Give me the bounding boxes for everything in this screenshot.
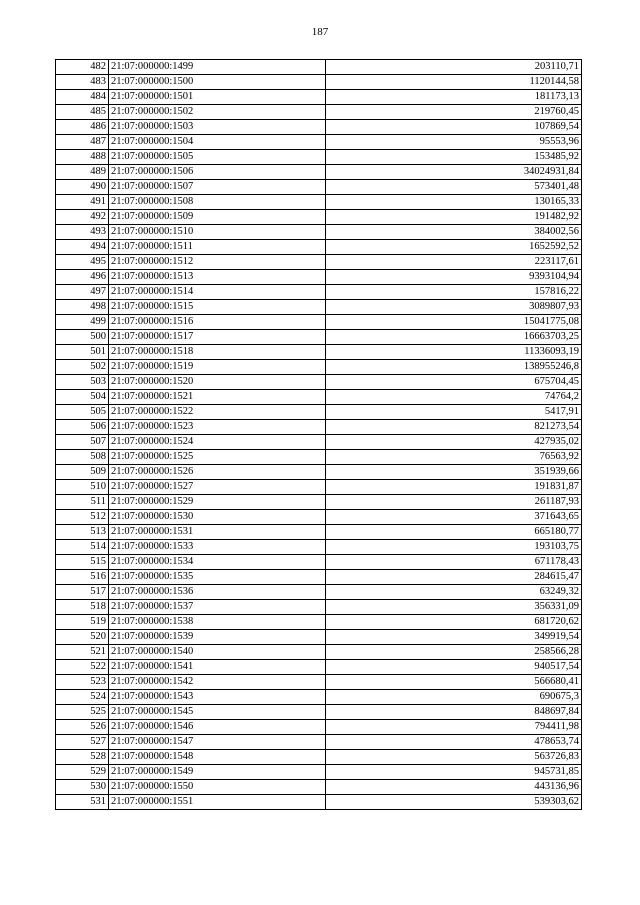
row-number-cell: 526 — [56, 720, 109, 735]
table-row — [56, 105, 582, 120]
cadastral-value-cell: 566680,41 — [326, 675, 582, 690]
row-number-cell: 515 — [56, 555, 109, 570]
row-number-cell: 486 — [56, 120, 109, 135]
cadastral-value-cell: 945731,85 — [326, 765, 582, 780]
row-number-cell: 495 — [56, 255, 109, 270]
cadastral-value-cell: 9393104,94 — [326, 270, 582, 285]
cadastral-number-cell: 21:07:000000:1513 — [109, 270, 326, 285]
cadastral-number-cell: 21:07:000000:1538 — [109, 615, 326, 630]
row-number-cell: 483 — [56, 75, 109, 90]
table-row — [56, 630, 582, 645]
cadastral-number-cell: 21:07:000000:1501 — [109, 90, 326, 105]
row-number-cell: 484 — [56, 90, 109, 105]
cadastral-value-cell: 157816,22 — [326, 285, 582, 300]
row-number-cell: 507 — [56, 435, 109, 450]
table-row — [56, 405, 582, 420]
row-number-cell: 482 — [56, 60, 109, 75]
row-number-cell: 523 — [56, 675, 109, 690]
table-row — [56, 780, 582, 795]
row-number-cell: 516 — [56, 570, 109, 585]
cadastral-value-cell: 191831,87 — [326, 480, 582, 495]
cadastral-value-cell: 223117,61 — [326, 255, 582, 270]
row-number-cell: 503 — [56, 375, 109, 390]
cadastral-number-cell: 21:07:000000:1510 — [109, 225, 326, 240]
table-row — [56, 360, 582, 375]
cadastral-number-cell: 21:07:000000:1545 — [109, 705, 326, 720]
row-number-cell: 494 — [56, 240, 109, 255]
table-row — [56, 435, 582, 450]
cadastral-number-cell: 21:07:000000:1537 — [109, 600, 326, 615]
row-number-cell: 506 — [56, 420, 109, 435]
cadastral-value-cell: 181173,13 — [326, 90, 582, 105]
cadastral-number-cell: 21:07:000000:1517 — [109, 330, 326, 345]
cadastral-number-cell: 21:07:000000:1525 — [109, 450, 326, 465]
cadastral-number-cell: 21:07:000000:1547 — [109, 735, 326, 750]
row-number-cell: 529 — [56, 765, 109, 780]
table-row — [56, 585, 582, 600]
cadastral-value-cell: 478653,74 — [326, 735, 582, 750]
cadastral-number-cell: 21:07:000000:1524 — [109, 435, 326, 450]
table-row — [56, 450, 582, 465]
cadastral-number-cell: 21:07:000000:1523 — [109, 420, 326, 435]
cadastral-number-cell: 21:07:000000:1543 — [109, 690, 326, 705]
cadastral-number-cell: 21:07:000000:1500 — [109, 75, 326, 90]
table-body — [56, 60, 582, 810]
row-number-cell: 512 — [56, 510, 109, 525]
cadastral-value-cell: 356331,09 — [326, 600, 582, 615]
cadastral-value-cell: 351939,66 — [326, 465, 582, 480]
table-row — [56, 375, 582, 390]
cadastral-value-cell: 76563,92 — [326, 450, 582, 465]
table-row — [56, 510, 582, 525]
table-row — [56, 420, 582, 435]
cadastral-value-cell: 665180,77 — [326, 525, 582, 540]
table-row — [56, 750, 582, 765]
cadastral-value-cell: 681720,62 — [326, 615, 582, 630]
cadastral-value-cell: 539303,62 — [326, 795, 582, 810]
row-number-cell: 492 — [56, 210, 109, 225]
cadastral-value-cell: 153485,92 — [326, 150, 582, 165]
cadastral-number-cell: 21:07:000000:1521 — [109, 390, 326, 405]
table-row — [56, 390, 582, 405]
row-number-cell: 528 — [56, 750, 109, 765]
table-row — [56, 690, 582, 705]
cadastral-number-cell: 21:07:000000:1516 — [109, 315, 326, 330]
table-row — [56, 615, 582, 630]
cadastral-number-cell: 21:07:000000:1529 — [109, 495, 326, 510]
cadastral-number-cell: 21:07:000000:1536 — [109, 585, 326, 600]
cadastral-value-cell: 671178,43 — [326, 555, 582, 570]
table-row — [56, 540, 582, 555]
table-row — [56, 645, 582, 660]
cadastral-value-cell: 15041775,08 — [326, 315, 582, 330]
cadastral-number-cell: 21:07:000000:1505 — [109, 150, 326, 165]
cadastral-number-cell: 21:07:000000:1522 — [109, 405, 326, 420]
row-number-cell: 489 — [56, 165, 109, 180]
cadastral-number-cell: 21:07:000000:1502 — [109, 105, 326, 120]
cadastral-value-cell: 5417,91 — [326, 405, 582, 420]
cadastral-value-cell: 848697,84 — [326, 705, 582, 720]
table-row — [56, 285, 582, 300]
table-row — [56, 60, 582, 75]
table-row — [56, 345, 582, 360]
row-number-cell: 514 — [56, 540, 109, 555]
row-number-cell: 519 — [56, 615, 109, 630]
row-number-cell: 520 — [56, 630, 109, 645]
cadastral-value-cell: 130165,33 — [326, 195, 582, 210]
cadastral-number-cell: 21:07:000000:1520 — [109, 375, 326, 390]
cadastral-value-cell: 427935,02 — [326, 435, 582, 450]
row-number-cell: 530 — [56, 780, 109, 795]
cadastral-value-cell: 193103,75 — [326, 540, 582, 555]
cadastral-number-cell: 21:07:000000:1518 — [109, 345, 326, 360]
row-number-cell: 510 — [56, 480, 109, 495]
cadastral-number-cell: 21:07:000000:1512 — [109, 255, 326, 270]
cadastral-value-cell: 349919,54 — [326, 630, 582, 645]
row-number-cell: 521 — [56, 645, 109, 660]
row-number-cell: 497 — [56, 285, 109, 300]
page-number: 187 — [311, 26, 329, 38]
cadastral-value-cell: 219760,45 — [326, 105, 582, 120]
cadastral-number-cell: 21:07:000000:1531 — [109, 525, 326, 540]
cadastral-value-cell: 34024931,84 — [326, 165, 582, 180]
row-number-cell: 504 — [56, 390, 109, 405]
table-row — [56, 600, 582, 615]
cadastral-value-cell: 3089807,93 — [326, 300, 582, 315]
cadastral-value-cell: 371643,65 — [326, 510, 582, 525]
row-number-cell: 517 — [56, 585, 109, 600]
cadastral-number-cell: 21:07:000000:1503 — [109, 120, 326, 135]
table-row — [56, 660, 582, 675]
cadastral-value-cell: 11336093,19 — [326, 345, 582, 360]
table-row — [56, 555, 582, 570]
cadastral-number-cell: 21:07:000000:1540 — [109, 645, 326, 660]
row-number-cell: 527 — [56, 735, 109, 750]
cadastral-number-cell: 21:07:000000:1541 — [109, 660, 326, 675]
cadastral-number-cell: 21:07:000000:1527 — [109, 480, 326, 495]
cadastral-value-cell: 258566,28 — [326, 645, 582, 660]
table-row — [56, 225, 582, 240]
cadastral-number-cell: 21:07:000000:1526 — [109, 465, 326, 480]
row-number-cell: 500 — [56, 330, 109, 345]
cadastral-number-cell: 21:07:000000:1519 — [109, 360, 326, 375]
table-row — [56, 75, 582, 90]
row-number-cell: 511 — [56, 495, 109, 510]
cadastral-value-cell: 63249,32 — [326, 585, 582, 600]
table-row — [56, 735, 582, 750]
cadastral-number-cell: 21:07:000000:1530 — [109, 510, 326, 525]
cadastral-value-cell: 794411,98 — [326, 720, 582, 735]
cadastral-value-cell: 675704,45 — [326, 375, 582, 390]
row-number-cell: 501 — [56, 345, 109, 360]
table-row — [56, 165, 582, 180]
table-row — [56, 240, 582, 255]
table-row — [56, 330, 582, 345]
cadastral-value-cell: 95553,96 — [326, 135, 582, 150]
cadastral-value-cell: 74764,2 — [326, 390, 582, 405]
row-number-cell: 491 — [56, 195, 109, 210]
row-number-cell: 524 — [56, 690, 109, 705]
table-row — [56, 705, 582, 720]
cadastral-number-cell: 21:07:000000:1514 — [109, 285, 326, 300]
table-row — [56, 465, 582, 480]
table-row — [56, 570, 582, 585]
cadastral-value-cell: 191482,92 — [326, 210, 582, 225]
table-row — [56, 300, 582, 315]
cadastral-number-cell: 21:07:000000:1533 — [109, 540, 326, 555]
table-row — [56, 90, 582, 105]
cadastral-value-cell: 284615,47 — [326, 570, 582, 585]
cadastral-value-cell: 573401,48 — [326, 180, 582, 195]
cadastral-value-cell: 107869,54 — [326, 120, 582, 135]
row-number-cell: 498 — [56, 300, 109, 315]
cadastral-number-cell: 21:07:000000:1535 — [109, 570, 326, 585]
cadastral-value-cell: 384002,56 — [326, 225, 582, 240]
table-row — [56, 180, 582, 195]
table-row — [56, 795, 582, 810]
cadastral-number-cell: 21:07:000000:1511 — [109, 240, 326, 255]
cadastral-number-cell: 21:07:000000:1546 — [109, 720, 326, 735]
table-row — [56, 480, 582, 495]
row-number-cell: 493 — [56, 225, 109, 240]
cadastral-number-cell: 21:07:000000:1515 — [109, 300, 326, 315]
table-row — [56, 315, 582, 330]
cadastral-value-cell: 261187,93 — [326, 495, 582, 510]
cadastral-number-cell: 21:07:000000:1507 — [109, 180, 326, 195]
cadastral-number-cell: 21:07:000000:1509 — [109, 210, 326, 225]
table-row — [56, 675, 582, 690]
row-number-cell: 502 — [56, 360, 109, 375]
row-number-cell: 505 — [56, 405, 109, 420]
row-number-cell: 509 — [56, 465, 109, 480]
table-row — [56, 720, 582, 735]
table-row — [56, 120, 582, 135]
cadastral-value-cell: 138955246,8 — [326, 360, 582, 375]
row-number-cell: 508 — [56, 450, 109, 465]
cadastral-value-table — [55, 59, 582, 810]
row-number-cell: 518 — [56, 600, 109, 615]
table-row — [56, 270, 582, 285]
cadastral-value-cell: 940517,54 — [326, 660, 582, 675]
cadastral-value-cell: 16663703,25 — [326, 330, 582, 345]
cadastral-number-cell: 21:07:000000:1549 — [109, 765, 326, 780]
row-number-cell: 522 — [56, 660, 109, 675]
cadastral-number-cell: 21:07:000000:1551 — [109, 795, 326, 810]
cadastral-number-cell: 21:07:000000:1539 — [109, 630, 326, 645]
cadastral-value-cell: 690675,3 — [326, 690, 582, 705]
row-number-cell: 487 — [56, 135, 109, 150]
cadastral-value-cell: 203110,71 — [326, 60, 582, 75]
cadastral-number-cell: 21:07:000000:1506 — [109, 165, 326, 180]
cadastral-value-cell: 821273,54 — [326, 420, 582, 435]
table-row — [56, 135, 582, 150]
cadastral-value-cell: 1652592,52 — [326, 240, 582, 255]
table-row — [56, 765, 582, 780]
cadastral-number-cell: 21:07:000000:1504 — [109, 135, 326, 150]
row-number-cell: 496 — [56, 270, 109, 285]
cadastral-number-cell: 21:07:000000:1534 — [109, 555, 326, 570]
row-number-cell: 525 — [56, 705, 109, 720]
table-row — [56, 210, 582, 225]
row-number-cell: 499 — [56, 315, 109, 330]
cadastral-number-cell: 21:07:000000:1548 — [109, 750, 326, 765]
cadastral-number-cell: 21:07:000000:1542 — [109, 675, 326, 690]
table-row — [56, 495, 582, 510]
cadastral-value-cell: 563726,83 — [326, 750, 582, 765]
cadastral-value-cell: 1120144,58 — [326, 75, 582, 90]
row-number-cell: 488 — [56, 150, 109, 165]
table-row — [56, 150, 582, 165]
table-row — [56, 525, 582, 540]
cadastral-number-cell: 21:07:000000:1550 — [109, 780, 326, 795]
table-row — [56, 195, 582, 210]
row-number-cell: 490 — [56, 180, 109, 195]
row-number-cell: 485 — [56, 105, 109, 120]
cadastral-number-cell: 21:07:000000:1508 — [109, 195, 326, 210]
row-number-cell: 513 — [56, 525, 109, 540]
row-number-cell: 531 — [56, 795, 109, 810]
table-row — [56, 255, 582, 270]
cadastral-number-cell: 21:07:000000:1499 — [109, 60, 326, 75]
cadastral-value-cell: 443136,96 — [326, 780, 582, 795]
